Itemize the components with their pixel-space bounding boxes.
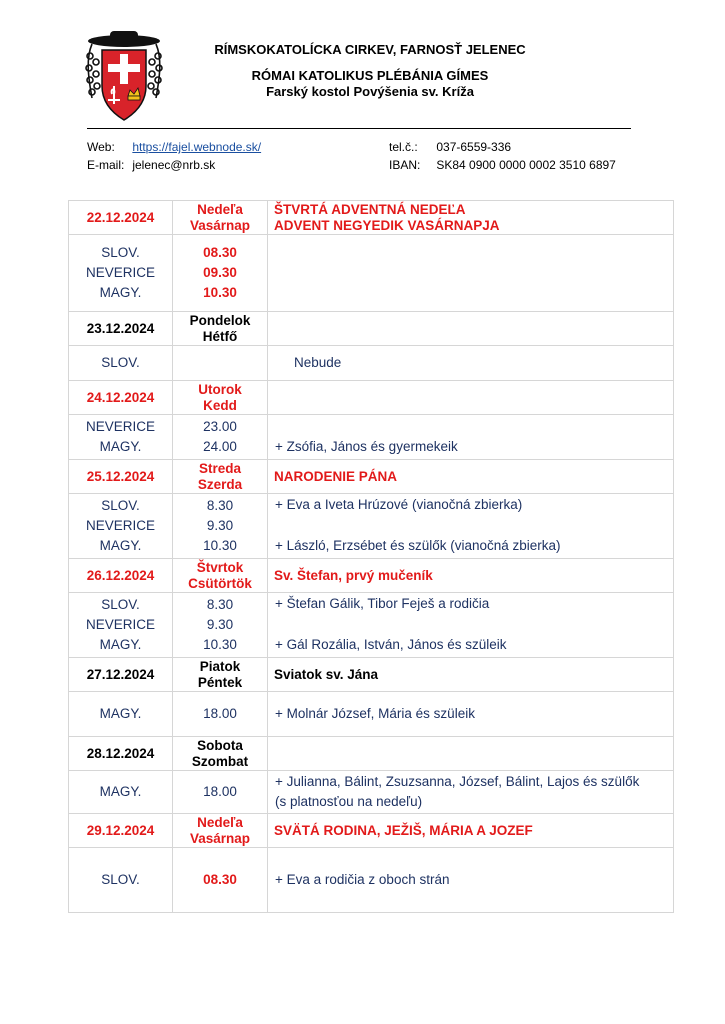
intention-note: + László, Erzsébet és szülők (vianočná zbierka) (275, 538, 561, 554)
weekday-cell (173, 201, 268, 235)
mass-time: 10.30 (203, 637, 237, 652)
weekday-sk: Nedeľa (197, 814, 243, 830)
weekday-cell (173, 814, 268, 848)
location-name: NEVERICE (85, 617, 156, 632)
times-cell (173, 235, 268, 312)
masses-row (69, 346, 674, 381)
feast-title: Sv. Štefan, prvý mučeník (274, 567, 433, 583)
location-name: SLOV. (101, 872, 140, 887)
intention-note: + Štefan Gálik, Tibor Feješ a rodičia (275, 596, 490, 612)
date-text: 29.12.2024 (86, 823, 155, 838)
intention-note (275, 615, 673, 636)
times-cell (173, 771, 268, 814)
date-text: 25.12.2024 (86, 469, 155, 484)
location-name: SLOV. (101, 498, 140, 513)
day-header-row (69, 737, 674, 771)
locations-cell (69, 346, 173, 381)
intention-note: (s platnosťou na nedeľu) (275, 794, 423, 809)
mass-time: 18.00 (203, 706, 237, 721)
day-header-row (69, 460, 674, 494)
intention-note: + Julianna, Bálint, Zsuzsanna, József, Bálint, Lajos és szülők (275, 773, 640, 789)
day-header-row (69, 658, 674, 692)
mass-time: 10.30 (203, 285, 237, 300)
weekday-cell (173, 559, 268, 593)
locations-cell (69, 235, 173, 312)
date-cell (69, 201, 173, 235)
times-cell (173, 692, 268, 737)
location-name: SLOV. (101, 355, 140, 370)
weekday-sk: Nedeľa (197, 201, 243, 217)
date-text: 23.12.2024 (86, 321, 155, 336)
date-text: 28.12.2024 (86, 746, 155, 761)
masses-row (69, 692, 674, 737)
email-value[interactable]: jelenec@nrb.sk (132, 158, 216, 172)
date-cell (69, 658, 173, 692)
date-cell (69, 312, 173, 346)
masses-row (69, 848, 674, 913)
weekday-sk: Pondelok (189, 312, 251, 328)
intentions-cell (268, 494, 674, 559)
feast-title: NARODENIE PÁNA (274, 468, 398, 484)
times-cell (173, 346, 268, 381)
mass-time: 09.30 (203, 265, 237, 280)
location-name: NEVERICE (85, 419, 156, 434)
day-header-row (69, 312, 674, 346)
mass-time: 9.30 (206, 518, 234, 533)
intentions-cell (268, 692, 674, 737)
feast-subtitle: ADVENT NEGYEDIK VASÁRNAPJA (274, 217, 500, 233)
weekday-hu: Hétfő (202, 328, 238, 344)
times-cell (173, 593, 268, 658)
masses-row (69, 593, 674, 658)
location-name: MAGY. (99, 439, 142, 454)
feast-cell (268, 658, 674, 692)
day-header-row (69, 381, 674, 415)
date-text: 24.12.2024 (86, 390, 155, 405)
mass-time: 8.30 (206, 498, 234, 513)
mass-time: 9.30 (206, 617, 234, 632)
weekday-sk: Utorok (198, 381, 242, 397)
intentions-cell (268, 346, 674, 381)
mass-time: 24.00 (203, 439, 237, 454)
intention-note: + Gál Rozália, István, János és szüleik (275, 637, 507, 653)
tel-value: 037-6559-336 (436, 140, 512, 154)
iban-label: IBAN: (389, 158, 421, 172)
mass-schedule-table (68, 200, 674, 913)
date-text: 27.12.2024 (86, 667, 155, 682)
parish-title (170, 42, 570, 100)
location-name: NEVERICE (85, 518, 156, 533)
masses-row (69, 235, 674, 312)
weekday-hu: Kedd (203, 397, 237, 413)
mass-time: 08.30 (203, 872, 237, 887)
intentions-cell (268, 235, 674, 312)
contact-left (87, 138, 261, 174)
mass-time: 08.30 (203, 245, 237, 260)
email-label: E-mail: (87, 158, 125, 172)
intentions-cell (268, 415, 674, 460)
times-cell (173, 848, 268, 913)
coat-of-arms-icon (84, 28, 164, 124)
weekday-sk: Štvrtok (196, 559, 244, 575)
feast-cell (268, 559, 674, 593)
weekday-cell (173, 658, 268, 692)
weekday-cell (173, 460, 268, 494)
location-name: NEVERICE (85, 265, 156, 280)
feast-cell (268, 201, 674, 235)
intention-note: Nebude (294, 354, 342, 370)
weekday-cell (173, 312, 268, 346)
weekday-hu: Vasárnap (189, 217, 251, 233)
day-header-row (69, 814, 674, 848)
feast-cell (268, 737, 674, 771)
weekday-sk: Piatok (199, 658, 241, 674)
times-cell (173, 494, 268, 559)
date-cell (69, 737, 173, 771)
locations-cell (69, 415, 173, 460)
iban-value: SK84 0900 0000 0002 3510 6897 (436, 158, 616, 172)
date-cell (69, 381, 173, 415)
title-line-1: RÍMSKOKATOLÍCKA CIRKEV, FARNOSŤ JELENEC (214, 42, 526, 57)
feast-cell (268, 814, 674, 848)
location-name: MAGY. (99, 637, 142, 652)
feast-title: Sviatok sv. Jána (274, 666, 379, 682)
mass-time (173, 353, 267, 373)
weekday-sk: Streda (198, 460, 242, 476)
header-divider (87, 128, 631, 129)
location-name: MAGY. (99, 784, 142, 799)
contact-right (389, 138, 616, 174)
tel-label: tel.č.: (389, 140, 418, 154)
day-header-row (69, 201, 674, 235)
feast-cell (268, 381, 674, 415)
location-name: SLOV. (101, 245, 140, 260)
location-name: MAGY. (99, 706, 142, 721)
weekday-hu: Vasárnap (189, 830, 251, 846)
mass-time: 23.00 (203, 419, 237, 434)
locations-cell (69, 494, 173, 559)
mass-time: 8.30 (206, 597, 234, 612)
title-line-2: RÓMAI KATOLIKUS PLÉBÁNIA GÍMES (251, 68, 489, 83)
day-header-row (69, 559, 674, 593)
intentions-cell (268, 593, 674, 658)
feast-title: SVÄTÁ RODINA, JEŽIŠ, MÁRIA A JOZEF (274, 822, 533, 838)
weekday-hu: Szombat (191, 753, 249, 769)
intention-note (275, 516, 673, 537)
weekday-hu: Péntek (197, 674, 243, 690)
intention-note (275, 417, 673, 438)
weekday-cell (173, 381, 268, 415)
masses-row (69, 771, 674, 814)
date-text: 22.12.2024 (86, 210, 155, 225)
weekday-hu: Csütörtök (188, 575, 252, 591)
intentions-cell (268, 848, 674, 913)
date-cell (69, 559, 173, 593)
mass-time: 10.30 (203, 538, 237, 553)
web-link[interactable]: https://fajel.webnode.sk/ (132, 140, 262, 154)
weekday-hu: Szerda (197, 476, 243, 492)
mass-time: 18.00 (203, 784, 237, 799)
date-text: 26.12.2024 (86, 568, 155, 583)
locations-cell (69, 692, 173, 737)
masses-row (69, 494, 674, 559)
feast-cell (268, 312, 674, 346)
feast-cell (268, 460, 674, 494)
times-cell (173, 415, 268, 460)
location-name: SLOV. (101, 597, 140, 612)
weekday-cell (173, 737, 268, 771)
date-cell (69, 460, 173, 494)
weekday-sk: Sobota (197, 737, 243, 753)
feast-title: ŠTVRTÁ ADVENTNÁ NEDEĽA (274, 201, 466, 217)
locations-cell (69, 593, 173, 658)
intention-note: + Zsófia, János és gyermekeik (275, 439, 458, 454)
intention-note: + Eva a rodičia z oboch strán (275, 871, 450, 887)
locations-cell (69, 771, 173, 814)
intention-note: + Molnár József, Mária és szüleik (275, 705, 475, 721)
date-cell (69, 814, 173, 848)
masses-row (69, 415, 674, 460)
web-label: Web: (87, 140, 115, 154)
intention-note: + Eva a Iveta Hrúzové (vianočná zbierka) (275, 497, 523, 513)
locations-cell (69, 848, 173, 913)
title-line-3: Farský kostol Povýšenia sv. Kríža (266, 84, 474, 99)
location-name: MAGY. (99, 285, 142, 300)
location-name: MAGY. (99, 538, 142, 553)
letterhead (0, 0, 725, 200)
intentions-cell (268, 771, 674, 814)
